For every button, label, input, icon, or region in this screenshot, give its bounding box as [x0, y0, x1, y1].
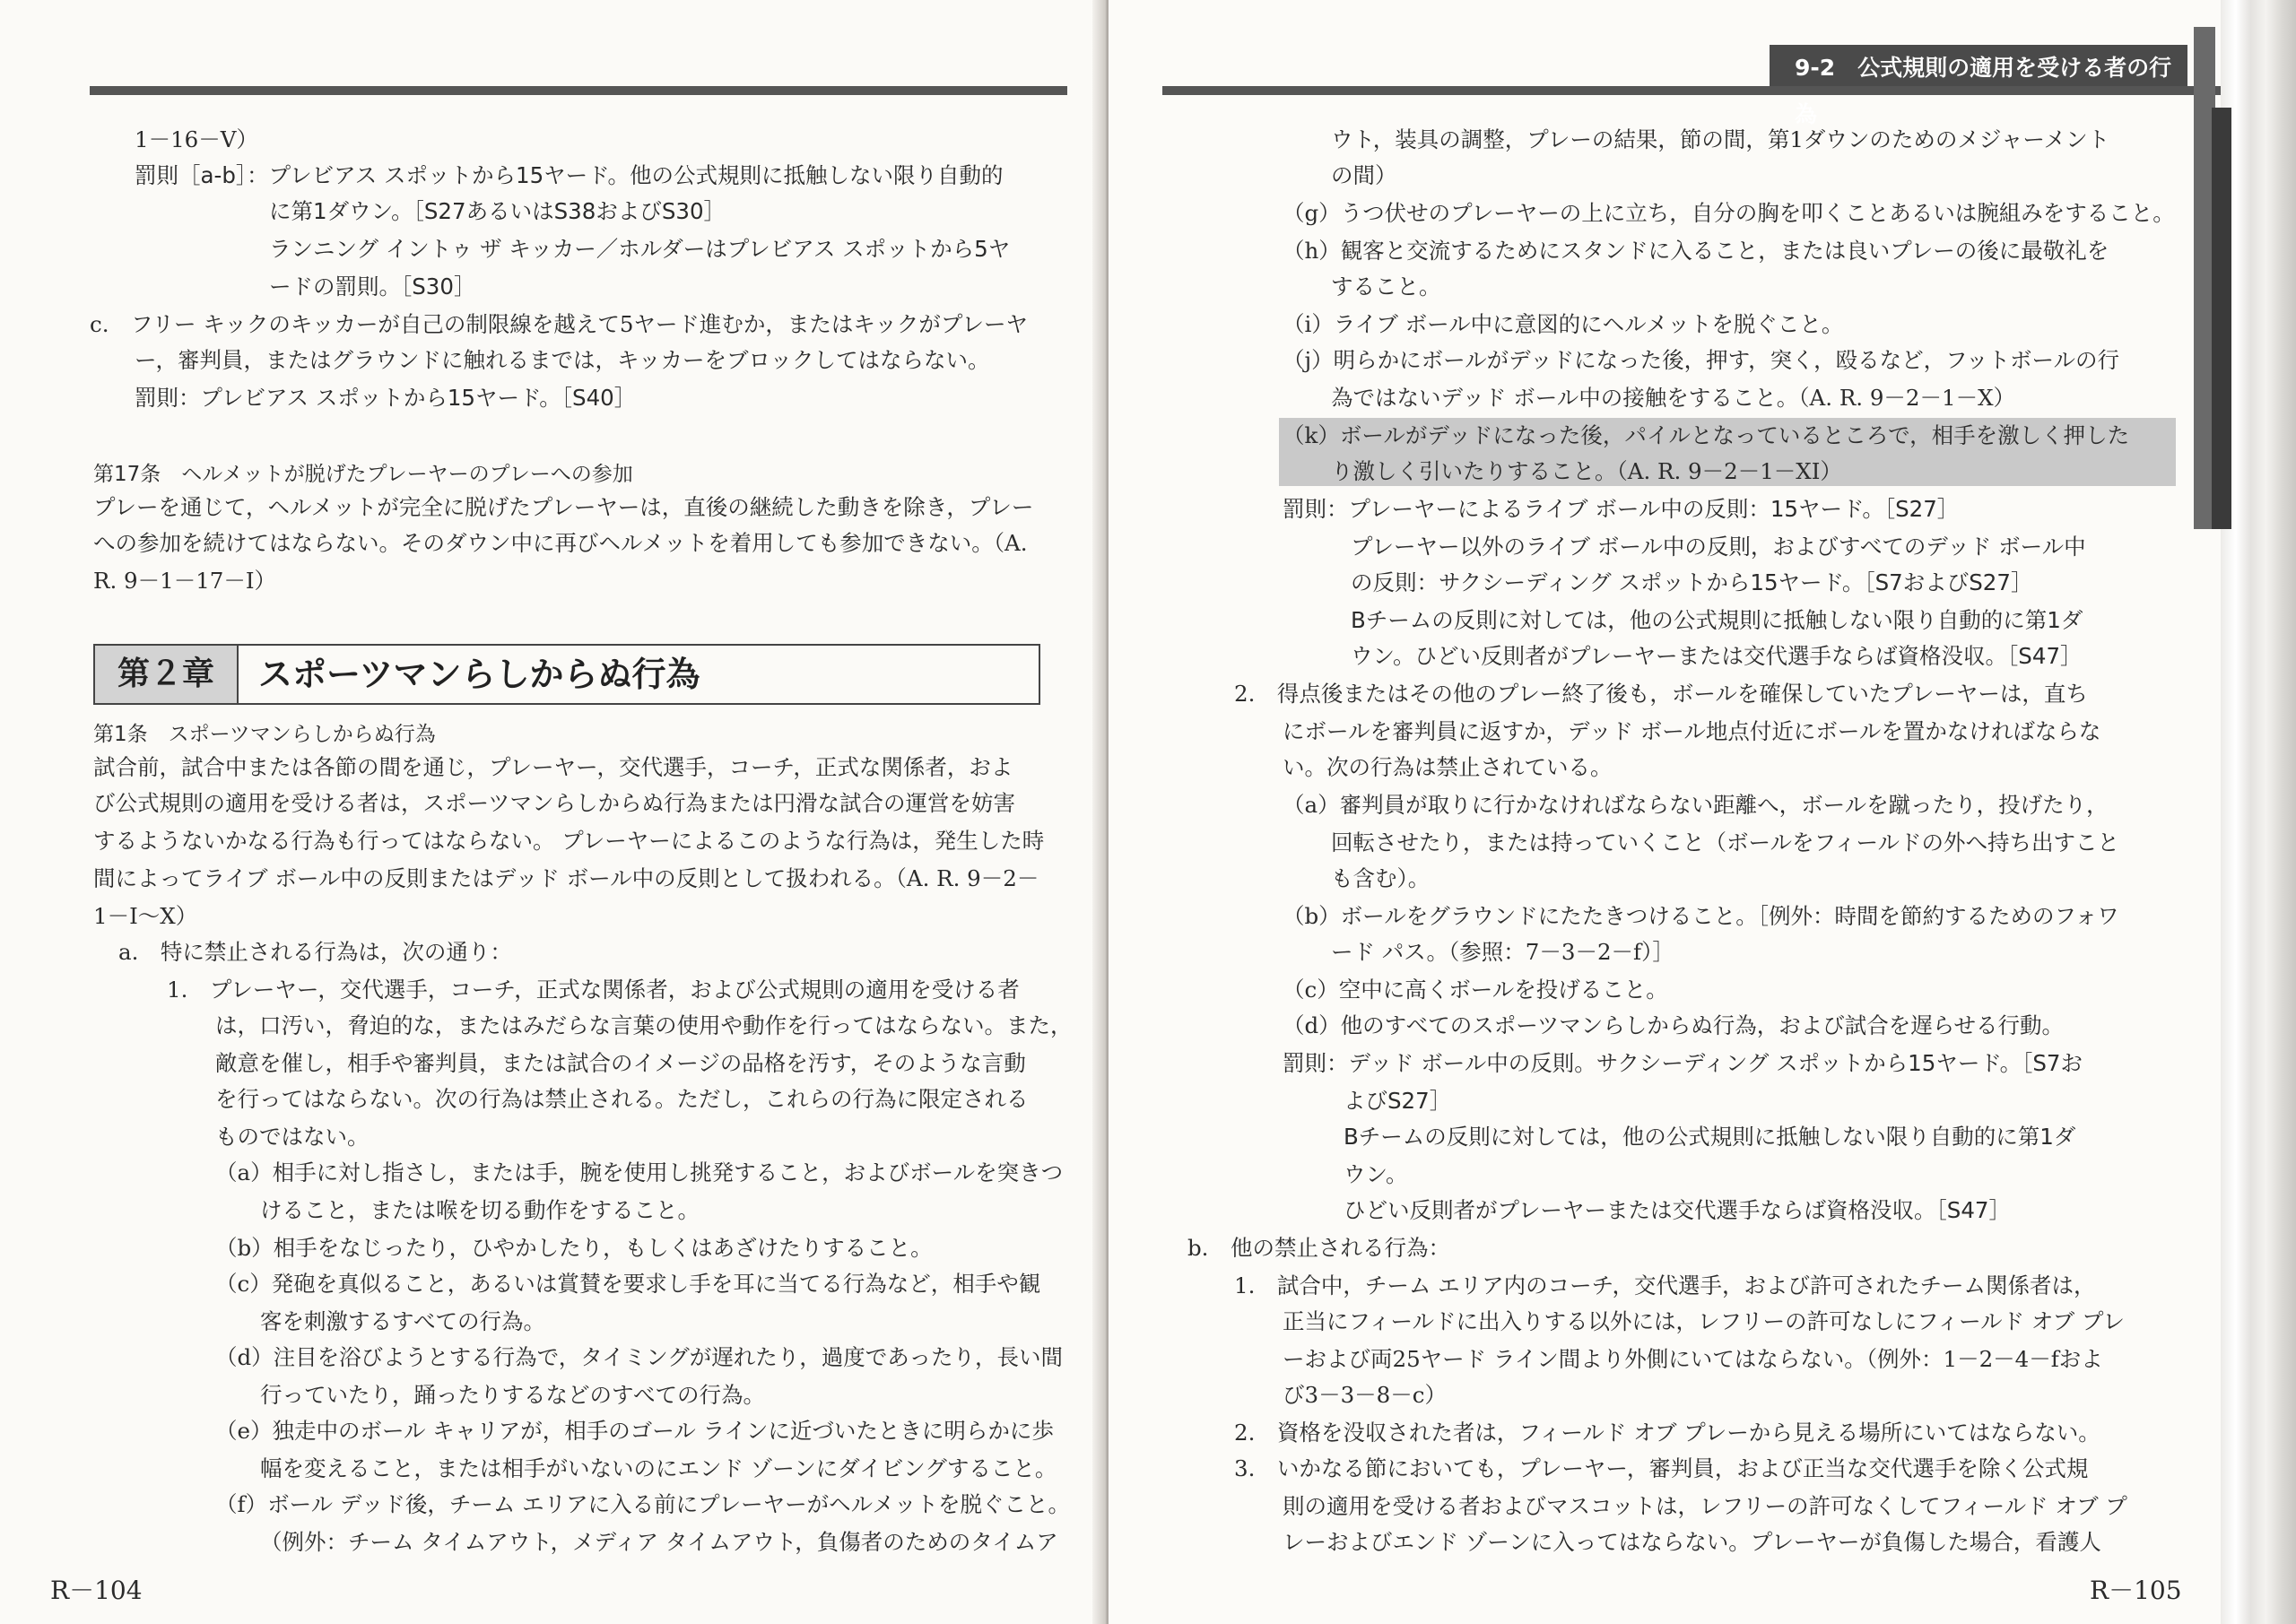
- text-line: い。次の行為は禁止されている。: [1283, 754, 1613, 780]
- text-line: （g）うつ伏せのプレーヤーの上に立ち，自分の胸を叩くことあるいは腕組みをすること。: [1283, 200, 2175, 226]
- text-line: （a）審判員が取りに行かなければならない距離へ，ボールを蹴ったり，投げたり，: [1283, 792, 2109, 818]
- text-line: ウト，装具の調整，プレーの結果，節の間，第1ダウンのためのメジャーメント: [1331, 126, 2110, 152]
- section-header-tab: 9-2 公式規則の適用を受ける者の行為: [1770, 45, 2187, 91]
- text-line: に第1ダウン。［S27あるいはS38およびS30］: [269, 198, 726, 224]
- page-number-left: R－104: [50, 1576, 143, 1605]
- text-line: a. 特に禁止される行為は，次の通り：: [118, 939, 512, 965]
- text-line: 間によってライブ ボール中の反則またはデッド ボール中の反則として扱われる。（A. R. 9－2－: [93, 865, 1039, 891]
- text-line: 3. いかなる節においても，プレーヤー，審判員，および正当な交代選手を除く公式規: [1234, 1455, 2089, 1481]
- text-line: 試合前，試合中または各節の間を通じ，プレーヤー，交代選手，コーチ，正式な関係者，およ: [93, 754, 1013, 780]
- text-line: 回転させたり，または持っていくこと（ボールをフィールドの外へ持ち出すこと: [1331, 829, 2120, 855]
- text-line: の反則：サクシーディング スポットから15ヤード。［S7およびS27］: [1351, 569, 2033, 595]
- text-line: （h）観客と交流するためにスタンドに入ること，または良いプレーの後に最敬礼を: [1283, 238, 2109, 264]
- chapter-title: スポーツマンらしからぬ行為: [258, 655, 700, 694]
- text-line: ードの罰則。［S30］: [269, 274, 476, 300]
- text-line: を行ってはならない。次の行為は禁止される。ただし，これらの行為に限定される: [215, 1086, 1029, 1112]
- text-line: 罰則：プレビアス スポットから15ヤード。［S40］: [135, 385, 637, 411]
- text-line: 2. 得点後またはその他のプレー終了後も，ボールを確保していたプレーヤーは，直ち: [1234, 681, 2088, 707]
- text-line: すること。: [1331, 274, 1441, 300]
- text-line: （d）他のすべてのスポーツマンらしからぬ行為，および試合を遅らせる行動。: [1283, 1012, 2064, 1038]
- text-line: （c）空中に高くボールを投げること。: [1283, 977, 1668, 1003]
- text-line: ー，審判員，またはグラウンドに触れるまでは，キッカーをブロックしてはならない。: [135, 347, 990, 373]
- text-line: 1－I～X）: [93, 903, 198, 929]
- text-line: （i）ライブ ボール中に意図的にヘルメットを脱ぐこと。: [1283, 311, 1844, 337]
- text-line: 罰則：プレーヤーによるライブ ボール中の反則：15ヤード。［S27］: [1283, 496, 1960, 522]
- text-line: けること，または喉を切る動作をすること。: [260, 1197, 700, 1223]
- text-line: にボールを審判員に返すか，デッド ボール地点付近にボールを置かなければならな: [1283, 718, 2101, 744]
- text-line: ランニング イントゥ ザ キッカー／ホルダーはプレビアス スポットから5ヤ: [269, 236, 1011, 262]
- index-thumb-tab: [2212, 108, 2231, 529]
- text-line: Bチームの反則に対しては，他の公式規則に抵触しない限り自動的に第1ダ: [1344, 1124, 2076, 1150]
- chapter-number: 第２章: [95, 646, 239, 703]
- text-line: R. 9－1－17－I）: [93, 568, 277, 594]
- text-line: よびS27］: [1344, 1088, 1452, 1114]
- text-line: 2. 資格を没収された者は，フィールド オブ プレーから見える場所にいてはならない。: [1234, 1420, 2100, 1446]
- text-line: 為ではないデッド ボール中の接触をすること。（A. R. 9－2－1－X）: [1331, 385, 2016, 411]
- text-line: ーおよび両25ヤード ライン間より外側にいてはならない。（例外：1－2－4－fおよ: [1283, 1346, 2103, 1372]
- text-line: （例外：チーム タイムアウト，メディア タイムアウト，負傷者のためのタイムア: [260, 1529, 1058, 1555]
- book-page-edges: [2221, 0, 2296, 1624]
- text-line: 1. プレーヤー，交代選手，コーチ，正式な関係者，および公式規則の適用を受ける者: [167, 977, 1020, 1003]
- page-number-right: R－105: [2090, 1576, 2182, 1605]
- text-line: （b）ボールをグラウンドにたたきつけること。［例外：時間を節約するためのフォワ: [1283, 903, 2119, 929]
- text-line: プレーヤー以外のライブ ボール中の反則，およびすべてのデッド ボール中: [1351, 534, 2086, 560]
- text-line: （f）ボール デッド後，チーム エリアに入る前にプレーヤーがヘルメットを脱ぐこと。: [215, 1491, 1070, 1517]
- text-line: （c）発砲を真似ること，あるいは賞賛を要求し手を耳に当てる行為など，相手や観: [215, 1271, 1041, 1297]
- header-rule: [90, 86, 1067, 95]
- article-17-heading: 第17条 ヘルメットが脱げたプレーヤーのプレーへの参加: [93, 463, 633, 486]
- text-line: 幅を変えること，または相手がいないのにエンド ゾーンにダイビングすること。: [260, 1455, 1057, 1481]
- text-line: （b）相手をなじったり，ひやかしたり，もしくはあざけたりすること。: [215, 1235, 933, 1261]
- text-line: （k）ボールがデッドになった後，パイルとなっているところで，相手を激しく押した: [1283, 422, 2130, 448]
- text-line: b. 他の禁止される行為：: [1187, 1235, 1450, 1261]
- text-line: ひどい反則者がプレーヤーまたは交代選手ならば資格没収。［S47］: [1344, 1197, 2011, 1223]
- text-line: するようないかなる行為も行ってはならない。 プレーヤーによるこのような行為は，発生した時: [93, 828, 1045, 854]
- text-line: 則の適用を受ける者およびマスコットは，レフリーの許可なくしてフィールド オブ プ: [1283, 1493, 2127, 1519]
- text-line: プレーを通じて，ヘルメットが完全に脱げたプレーヤーは，直後の継続した動きを除き，プレー: [93, 494, 1034, 520]
- text-line: （e）独走中のボール キャリアが，相手のゴール ラインに近づいたときに明らかに歩: [215, 1418, 1054, 1444]
- text-line: （j）明らかにボールがデッドになった後，押す，突く，殴るなど，フットボールの行: [1283, 347, 2119, 373]
- right-page: [1109, 0, 2221, 1624]
- left-page: [0, 0, 1103, 1624]
- text-line: 正当にフィールドに出入りする以外には，レフリーの許可なしにフィールド オブ プレ: [1283, 1308, 2125, 1334]
- text-line: 罰則：デッド ボール中の反則。サクシーディング スポットから15ヤード。［S7お: [1283, 1050, 2083, 1076]
- text-line: ウン。ひどい反則者がプレーヤーまたは交代選手ならば資格没収。［S47］: [1351, 643, 2083, 669]
- chapter-heading: [93, 644, 1040, 705]
- text-line: ード パス。（参照：7－3－2－f）］: [1331, 939, 1674, 965]
- text-line: は，口汚い，脅迫的な，またはみだらな言葉の使用や動作を行ってはならない。また，: [215, 1012, 1073, 1038]
- text-line: レーおよびエンド ゾーンに入ってはならない。プレーヤーが負傷した場合，看護人: [1283, 1529, 2101, 1555]
- text-line: の間）: [1331, 162, 1397, 188]
- text-line: （a）相手に対し指さし，または手，腕を使用し挑発すること，およびボールを突きつ: [215, 1159, 1064, 1185]
- text-line: への参加を続けてはならない。そのダウン中に再びヘルメットを着用しても参加できない。（A.: [93, 530, 1028, 556]
- text-line: Bチームの反則に対しては，他の公式規則に抵触しない限り自動的に第1ダ: [1351, 607, 2083, 633]
- text-line: ウン。: [1344, 1161, 1408, 1187]
- text-line: も含む）。: [1331, 865, 1431, 891]
- header-rule: [1162, 86, 2221, 95]
- text-line: 1－16－V）: [135, 126, 258, 152]
- text-line: 客を刺激するすべての行為。: [260, 1308, 546, 1334]
- text-line: （d）注目を浴びようとする行為で，タイミングが遅れたり，過度であったり，長い間: [215, 1344, 1063, 1370]
- text-line: り激しく引いたりすること。（A. R. 9－2－1－XI）: [1331, 458, 1842, 484]
- text-line: 罰則［a-b］：プレビアス スポットから15ヤード。他の公式規則に抵触しない限り自動的: [135, 162, 1004, 188]
- text-line: び公式規則の適用を受ける者は，スポーツマンらしからぬ行為または円滑な試合の運営を妨害: [93, 790, 1016, 816]
- text-line: び3－3－8－c）: [1283, 1382, 1447, 1408]
- text-line: 敵意を催し，相手や審判員，または試合のイメージの品格を汚す，そのような言動: [215, 1050, 1026, 1076]
- article-1-heading: 第1条 スポーツマンらしからぬ行為: [93, 723, 436, 746]
- text-line: 行っていたり，踊ったりするなどのすべての行為。: [260, 1382, 766, 1408]
- text-line: c. フリー キックのキッカーが自己の制限線を越えて5ヤード進むか，またはキックがプレーヤ: [90, 311, 1028, 337]
- text-line: 1. 試合中，チーム エリア内のコーチ，交代選手，および許可されたチーム関係者は，: [1234, 1272, 2096, 1298]
- text-line: ものではない。: [215, 1124, 370, 1150]
